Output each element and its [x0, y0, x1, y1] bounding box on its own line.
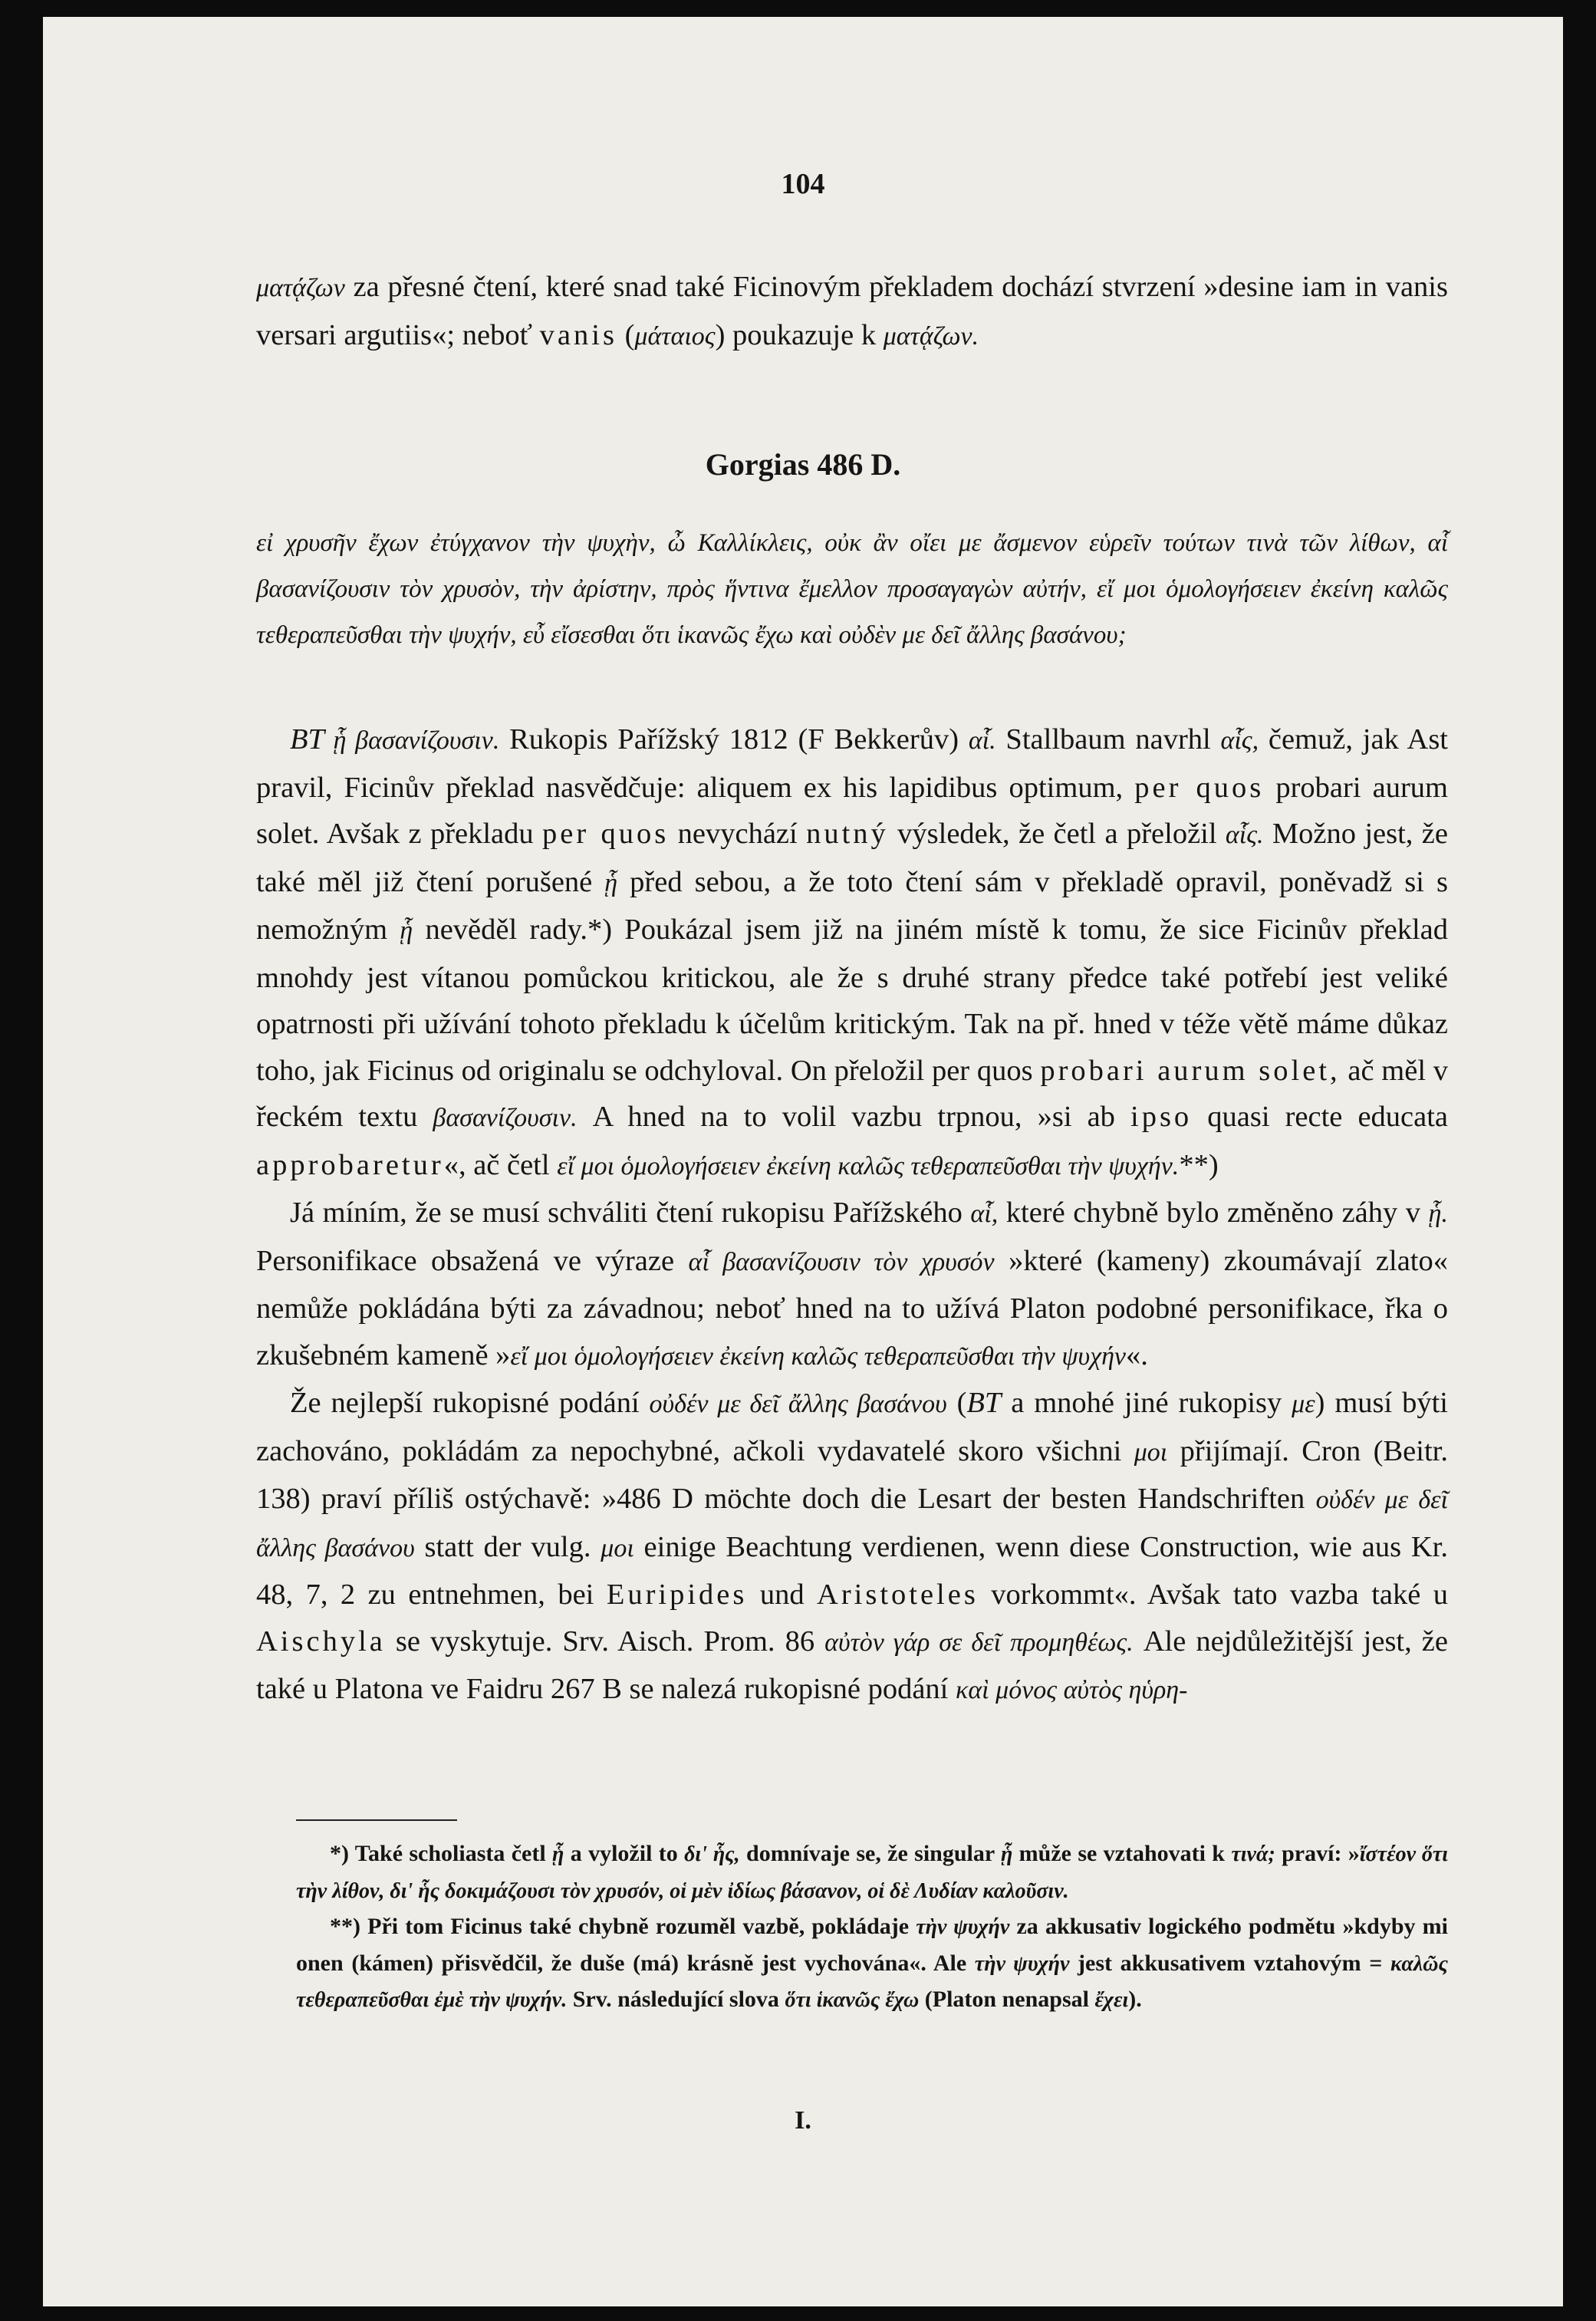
greek-word: μάταιος	[634, 321, 716, 351]
manuscript-siglum: BT	[966, 1387, 1002, 1419]
intro-paragraph: ματᾴζων za přesné čtení, které snad také Ficinovým překladem dochází stvrzení »desine iam in vanis versari argutiis«; neboť vanis (μάταιος) poukazuje k ματᾴζων.	[256, 271, 1448, 351]
greek-word: ματᾴζων.	[883, 321, 979, 351]
footnotes	[296, 1836, 1448, 2019]
manuscript-siglum: BT	[290, 723, 324, 756]
document-page	[43, 17, 1563, 2306]
page-number: 104	[781, 168, 825, 200]
paragraph-1: BT ᾗ βασανίζουσιν. Rukopis Pařížský 1812 (F Bekkerův) αἷ. Stallbaum navrhl αἷς, čemuž, jak Ast pravil, Ficinův překlad nasvědčuje: aliquem ex his lapidibus optimum, per quos probari aurum solet. Avšak z překladu per quos nevychází nutný výsledek, že četl a přeložil αἷς. Možno jest, že také měl již čtení porušené ᾗ před sebou, a že toto čtení sám v překladě opravil, poněvadž si s nemožným ᾗ nevěděl rady.*) Poukázal jsem již na jiném místě k tomu, že sice Ficinův překlad mnohdy jest vítanou pomůckou kritickou, ale že s druhé strany předce také potřebí jest veliké opatrnosti při užívání tohoto překladu k účelům kritickým. Tak na př. hned v téže větě máme důkaz toho, jak Ficinus od originalu se odchyloval. On přeložil per quos probari aurum solet, ač měl v řeckém textu βασανίζουσιν. A hned na to volil vazbu trpnou, »si ab ipso quasi recte educata approbaretur«, ač četl εἴ μοι ὁμολογήσειεν ἐκείνη καλῶς τεθεραπεῦσθαι τὴν ψυχήν.**)	[256, 723, 1449, 1181]
footnote-2: **) Při tom Ficinus také chybně rozuměl vazbě, pokládaje τὴν ψυχήν za akkusativ logického podmětu »kdyby mi onen (kámen) přisvědčil, že duše (má) krásně jest vychována«. Ale τὴν ψυχήν jest akkusativem vztahovým = καλῶς τεθεραπεῦσθαι ἐμὲ τὴν ψυχήν. Srv. následující slova ὅτι ἱκανῶς ἔχω (Platon nenapsal ἔχει).	[296, 1914, 1448, 2012]
paragraph-3: Že nejlepší rukopisné podání οὐδέν με δεῖ ἄλλης βασάνου (BT a mnohé jiné rukopisy με) musí býti zachováno, pokládám za nepochybné, ačkoli vydavatelé skoro všichni μοι přijímají. Cron (Beitr. 138) praví příliš ostýchavě: »486 D möchte doch die Lesart der besten Handschriften οὐδέν με δεῖ ἄλλης βασάνου statt der vulg. μοι einige Beachtung verdienen, wenn diese Construction, wie aus Kr. 48, 7, 2 zu entnehmen, bei Euripides und Aristoteles vorkommt«. Avšak tato vazba také u Aischyla se vyskytuje. Srv. Aisch. Prom. 86 αὐτὸν γάρ σε δεῖ προμηθέως. Ale nejdůležitější jest, že také u Platona ve Faidru 267 B se nalezá rukopisné podání καὶ μόνος αὐτὸς ηὑρη-	[256, 1387, 1449, 1705]
greek-quotation: εἰ χρυσῆν ἔχων ἐτύγχανον τὴν ψυχὴν, ὦ Καλλίκλεις, οὐκ ἂν οἴει με ἄσμενον εὑρεῖν τούτων τινὰ τῶν λίθων, αἷ βασανίζουσιν τὸν χρυσὸν, τὴν ἀρίστην, πρὸς ἥντινα ἔμελλον προσαγαγὼν αὐτήν, εἴ μοι ὁμολογήσειεν ἐκείνη καλῶς τεθεραπεῦσθαι τὴν ψυχήν, εὖ εἴσεσθαι ὅτι ἱκανῶς ἔχω καὶ οὐδὲν με δεῖ ἄλλης βασάνου;	[256, 529, 1448, 649]
footnote-divider	[296, 1819, 457, 1821]
commentary-body	[256, 716, 1448, 1714]
spaced-word: vanis	[539, 318, 617, 351]
footnote-1: *) Také scholiasta četl ᾗ a vyložil to δι' ἧς, domnívaje se, že singular ᾗ může se vztahovati k τινά; praví: »ἴστέον ὅτι τὴν λίθον, δι' ἧς δοκιμάζουσι τὸν χρυσόν, οἱ μὲν ἰδίως βάσανον, οἱ δὲ Λυδίαν καλοῦσιν.	[296, 1841, 1449, 1903]
section-heading: Gorgias 486 D.	[705, 447, 901, 482]
greek-word: ματᾴζων	[256, 274, 345, 302]
paragraph-2: Já míním, že se musí schváliti čtení rukopisu Pařížského αἷ, které chybně bylo změněno záhy v ᾗ. Personifikace obsažená ve výraze αἷ βασανίζουσιν τὸν χρυσόν »které (kameny) zkoumávají zlato« nemůže pokládána býti za závadnou; neboť hned na to užívá Platon podobné personifikace, řka o zkušebném kameně »εἴ μοι ὁμολογήσειεν ἐκείνη καλῶς τεθεραπεῦσθαι τὴν ψυχήν«.	[256, 1197, 1448, 1371]
signature-mark: I.	[795, 2106, 811, 2135]
